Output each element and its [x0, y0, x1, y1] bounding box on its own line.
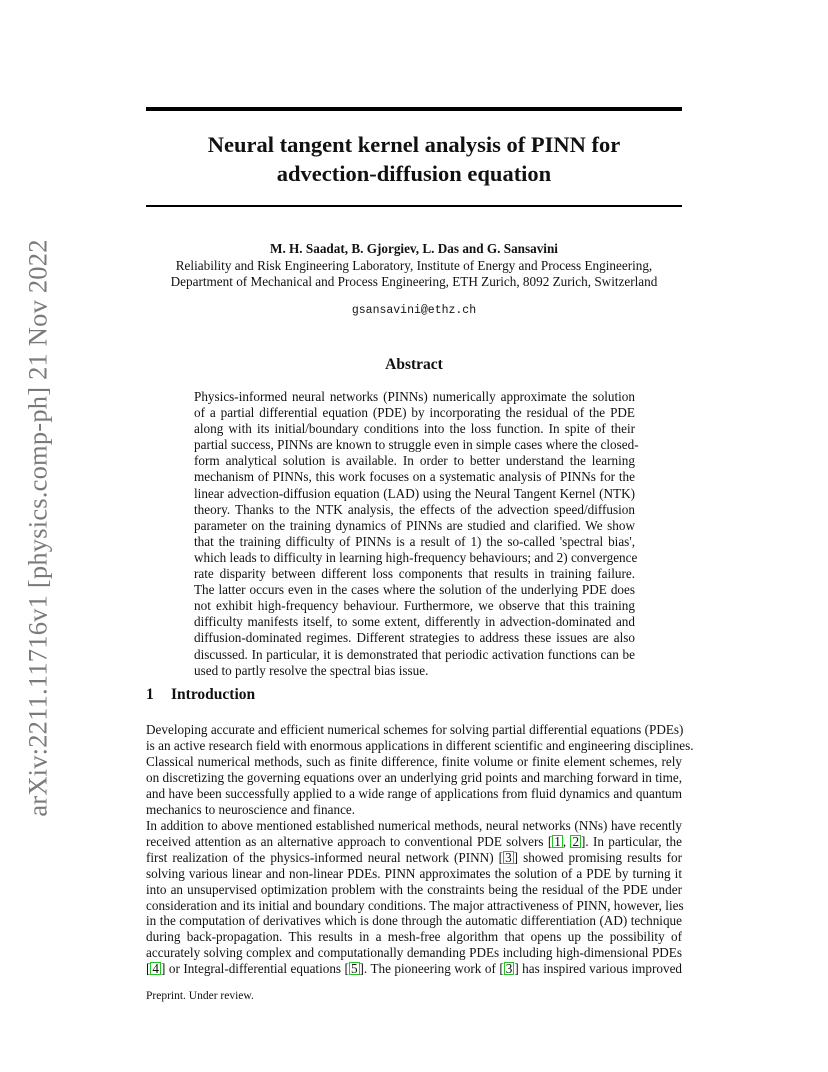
abstract-line: along with its initial/boundary conditions into the loss function. In spite of their: [194, 421, 635, 437]
citation-link[interactable]: 2: [572, 833, 580, 849]
paragraph-line: and have been successfully applied to a wide range of applications from fluid dynamics and quantum: [146, 785, 682, 801]
paragraph-line: Classical numerical methods, such as finite difference, finite volume or finite element schemes, rely: [146, 753, 682, 769]
affiliation-line-1: Reliability and Risk Engineering Laboratory, Institute of Energy and Process Engineering,: [175, 257, 653, 273]
paragraph-line: In addition to above mentioned established numerical methods, neural networks (NNs) have recently: [146, 818, 682, 833]
arxiv-id[interactable]: arXiv:2211.11716v1 [physics.comp-ph] 21 Nov 2022: [22, 239, 53, 817]
paragraph-line: is an active research field with enormous applications in different scientific and engineering disciplines.: [146, 737, 694, 753]
title-bottom-rule: [146, 205, 682, 207]
paragraph-line: mechanics to neuroscience and finance.: [146, 801, 356, 817]
abstract-line: form analytical solution is available. In order to better understand the learning: [194, 453, 635, 469]
abstract-line: discussed. In particular, it is demonstrated that periodic activation functions can be: [194, 646, 635, 662]
abstract-line: diffusion-dominated regimes. Different strategies to address these issues are also: [194, 630, 635, 646]
abstract-line: partial success, PINNs are known to struggle even in simple cases where the closed-: [194, 437, 639, 453]
title-top-rule: [146, 107, 682, 111]
text-segment: ]. In particular, the: [581, 833, 683, 849]
paragraph-line: on discretizing the governing equations over an underlying grid points and marching forward in time,: [146, 769, 682, 785]
paragraph-line: during back-propagation. This results in a mesh-free algorithm that opens up the possibility of: [146, 929, 682, 945]
affiliation-line-2: Department of Mechanical and Process Engineering, ETH Zurich, 8092 Zurich, Switzerland: [170, 274, 658, 289]
citation-link[interactable]: 5: [350, 961, 358, 977]
abstract-line: rate disparity between different loss components that results in training failure.: [194, 566, 635, 582]
text-segment: received attention as an alternative approach to conventional PDE solvers [: [146, 833, 553, 849]
section-heading: [146, 686, 255, 704]
author-block: [146, 241, 682, 291]
abstract-line: which leads to difficulty in learning high-frequency behaviours; and 2) convergence: [194, 549, 638, 565]
intro-paragraph-1: [146, 722, 694, 817]
abstract-line: linear advection-diffusion equation (LAD) using the Neural Tangent Kernel (NTK): [194, 485, 635, 501]
text-segment: [: [146, 961, 151, 977]
citation-link[interactable]: 1: [554, 833, 561, 849]
paragraph-line: accurately solving complex and computationally demanding PDEs including high-dimensional PDEs: [146, 945, 682, 961]
abstract-line: used to partly resolve the spectral bias issue.: [194, 662, 429, 678]
text-segment: ]. The pioneering work of [: [359, 961, 504, 977]
citation-link[interactable]: 3: [505, 961, 513, 977]
paragraph-line: into an unsupervised optimization problem with the constraints being the residual of the PDE under: [146, 881, 682, 897]
text-segment: ] or Integral-differential equations [: [161, 961, 349, 977]
intro-paragraph-2: [146, 818, 682, 977]
text-segment: ,: [562, 833, 571, 849]
text-segment: ] showed promising results for: [513, 849, 682, 865]
abstract-body: [194, 389, 639, 679]
title-line-2: advection-diffusion equation: [276, 161, 552, 186]
abstract-line: not exhibit high-frequency behaviour. Furthermore, we observe that this training: [194, 598, 635, 614]
author-names: M. H. Saadat, B. Gjorgiev, L. Das and G. Sansavini: [270, 241, 558, 256]
abstract-line: theory. Thanks to the NTK analysis, the effects of the advection speed/diffusion: [194, 501, 635, 517]
abstract-heading: Abstract: [385, 356, 443, 373]
citation-link[interactable]: 3: [505, 849, 512, 865]
abstract-line: that the training difficulty of PINNs is a result of 1) the so-called 'spectral bias',: [194, 533, 635, 549]
paragraph-line: in the computation of derivatives which is done through the automatic differentiation (AD) technique: [146, 913, 682, 929]
preprint-footer: Preprint. Under review.: [146, 990, 254, 1002]
paragraph-line: consideration and its initial and boundary conditions. The major attractiveness of PINN, however, lies: [146, 897, 684, 913]
text-segment: first realization of the physics-informed neural network (PINN) [: [146, 849, 504, 865]
title-line-1: Neural tangent kernel analysis of PINN for: [207, 132, 621, 157]
section-title: Introduction: [171, 686, 256, 703]
paragraph-line: solving various linear and non-linear PDEs. PINN approximates the solution of a PDE by turning it: [146, 865, 682, 881]
author-email[interactable]: gsansavini@ethz.ch: [351, 304, 477, 317]
citation-link[interactable]: 4: [152, 961, 159, 977]
paragraph-line: [146, 850, 682, 866]
abstract-line: difficulty manifests itself, to some extent, differently in advection-dominated and: [194, 614, 635, 630]
abstract-line: mechanism of PINNs, this work focuses on a systematic analysis of PINNs for the: [194, 469, 635, 485]
paragraph-line: [146, 834, 682, 850]
paragraph-line: [146, 961, 682, 977]
abstract-line: parameter on the training dynamics of PINNs are studied and clarified. We show: [194, 517, 635, 533]
text-segment: ] has inspired various improved: [514, 961, 683, 977]
paragraph-line: Developing accurate and efficient numerical schemes for solving partial differential equations (PDEs): [146, 722, 684, 737]
abstract-line: of a partial differential equation (PDE) by incorporating the residual of the PDE: [194, 405, 635, 421]
abstract-line: Physics-informed neural networks (PINNs) numerically approximate the solution: [194, 389, 635, 404]
section-number: 1: [146, 686, 154, 703]
abstract-line: The latter occurs even in the cases where the solution of the underlying PDE does: [194, 582, 635, 598]
paper-title: [146, 130, 682, 188]
